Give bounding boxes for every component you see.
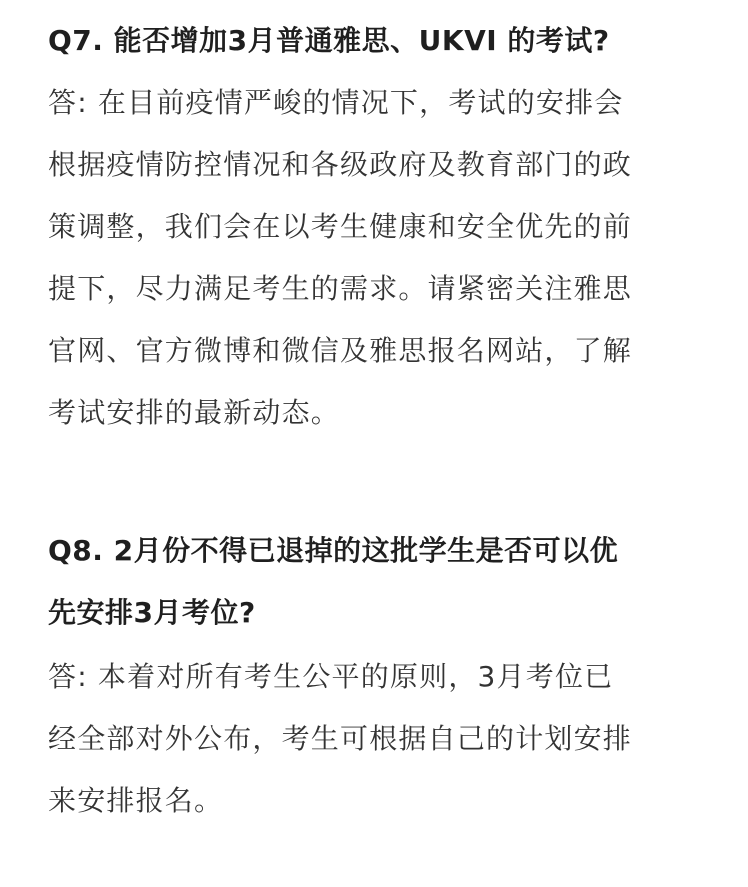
- question-title-line: Q8. 2月份不得已退掉的这批学生是否可以优: [48, 534, 619, 567]
- answer-line: 答: 本着对所有考生公平的原则，3月考位已: [48, 660, 614, 693]
- answer-line: 官网、官方微博和微信及雅思报名网站，了解: [48, 334, 633, 367]
- answer-q8: [48, 646, 632, 832]
- answer-line: 策调整，我们会在以考生健康和安全优先的前: [48, 210, 633, 243]
- answer-line: 经全部对外公布，考生可根据自己的计划安排: [48, 722, 633, 755]
- answer-line: 提下，尽力满足考生的需求。请紧密关注雅思: [48, 272, 633, 305]
- answer-line: 来安排报名。: [48, 784, 224, 817]
- question-title-line: 先安排3月考位?: [48, 596, 256, 629]
- answer-q7: [48, 72, 632, 444]
- question-q8: [48, 520, 618, 644]
- answer-line: 答: 在目前疫情严峻的情况下，考试的安排会: [48, 86, 624, 119]
- question-title: Q7. 能否增加3月普通雅思、UKVI 的考试?: [48, 24, 610, 57]
- question-q7: [48, 10, 610, 72]
- answer-line: 根据疫情防控情况和各级政府及教育部门的政: [48, 148, 633, 181]
- answer-line: 考试安排的最新动态。: [48, 396, 341, 429]
